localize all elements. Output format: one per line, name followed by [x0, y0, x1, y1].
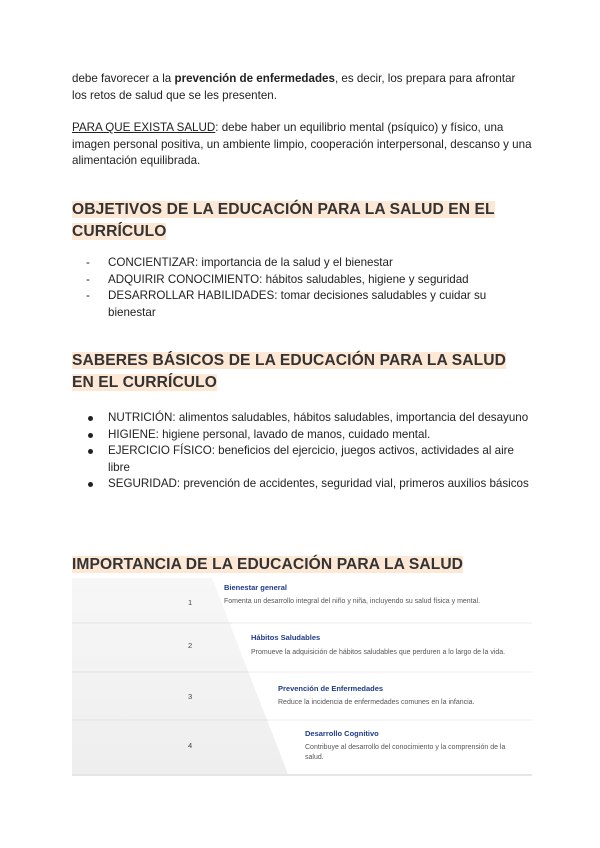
- tier-title: Prevención de Enfermedades: [278, 684, 384, 693]
- list-item: [72, 476, 532, 493]
- tier-description: Promueve la adquisición de hábitos saludables que perduren a lo largo de la vida.: [251, 649, 506, 656]
- list-item-text: EJERCICIO FÍSICO: beneficios del ejercicio, juegos activos, actividades al aire libre: [108, 444, 514, 474]
- para1-text-end: , es decir, los prepara para afrontar los retos de salud que se les presenten.: [72, 72, 516, 102]
- tier-description: Fomenta un desarrollo integral del niño y niña, incluyendo su salud física y mental.: [224, 598, 481, 605]
- tier-title: Hábitos Saludables: [251, 633, 321, 642]
- tier-number: 3: [188, 692, 193, 701]
- dash-marker: -: [86, 289, 90, 302]
- list-item-text: HIGIENE: higiene personal, lavado de manos, cuidado mental.: [108, 427, 431, 441]
- heading-importancia-text: IMPORTANCIA DE LA EDUCACIÓN PARA LA SALUD: [72, 556, 464, 573]
- heading-importancia: [72, 554, 463, 576]
- para2-underlined-label: PARA QUE EXISTA SALUD: [72, 121, 216, 134]
- list-item: [72, 272, 532, 289]
- list-item: [72, 427, 532, 444]
- pyramid-diagram: [72, 578, 532, 776]
- tier-number: 2: [188, 641, 193, 650]
- bullet-icon: [88, 449, 93, 454]
- list-item-text: CONCIENTIZAR: importancia de la salud y el bienestar: [108, 256, 393, 269]
- tier-description: Reduce la incidencia de enfermedades comunes en la infancia.: [278, 699, 475, 706]
- tier-title: Bienestar general: [224, 583, 287, 592]
- list-item: [72, 288, 532, 321]
- list-item: [72, 443, 532, 476]
- list-item-text: ADQUIRIR CONOCIMIENTO: hábitos saludables, higiene y seguridad: [108, 272, 469, 286]
- bullet-icon: [88, 416, 93, 421]
- list-item-text: SEGURIDAD: prevención de accidentes, seguridad vial, primeros auxilios básicos: [108, 477, 529, 490]
- bullet-icon: [88, 433, 93, 438]
- tier-number: 4: [188, 741, 193, 750]
- pyramid-background: [72, 578, 288, 774]
- saberes-list: [72, 410, 532, 493]
- list-item: [72, 410, 532, 427]
- heading-saberes: [72, 350, 532, 394]
- para1-text-start: debe favorecer a la: [72, 72, 175, 85]
- paragraph-prevention: [72, 71, 532, 104]
- heading-saberes-text: SABERES BÁSICOS DE LA EDUCACIÓN PARA LA SALUD EN EL CURRÍCULO: [72, 352, 506, 391]
- dash-marker: -: [86, 272, 90, 286]
- heading-objetivos-text: OBJETIVOS DE LA EDUCACIÓN PARA LA SALUD EN EL CURRÍCULO: [72, 201, 495, 240]
- dash-marker: -: [86, 256, 90, 269]
- para1-bold-text: prevención de enfermedades: [174, 72, 335, 85]
- bullet-icon: [88, 482, 93, 487]
- list-item-text: DESARROLLAR HABILIDADES: tomar decisiones saludables y cuidar su bienestar: [108, 289, 487, 319]
- list-item: [72, 255, 532, 272]
- tier-title: Desarrollo Cognitivo: [305, 729, 379, 738]
- list-item-text: NUTRICIÓN: alimentos saludables, hábitos saludables, importancia del desayuno: [108, 411, 529, 424]
- para2-text: : debe haber un equilibrio mental (psíquico) y físico, una imagen personal positiva, un ambiente limpio, cooperación interpersonal, descanso y una alimentación equilibrada.: [72, 121, 532, 167]
- tier-description: Contribuye al desarrollo del conocimiento y la comprensión de la salud.: [305, 744, 506, 761]
- paragraph-salud-conditions: [72, 120, 532, 170]
- objectives-list: [72, 255, 532, 321]
- tier-number: 1: [188, 598, 193, 607]
- heading-objetivos: [72, 199, 532, 243]
